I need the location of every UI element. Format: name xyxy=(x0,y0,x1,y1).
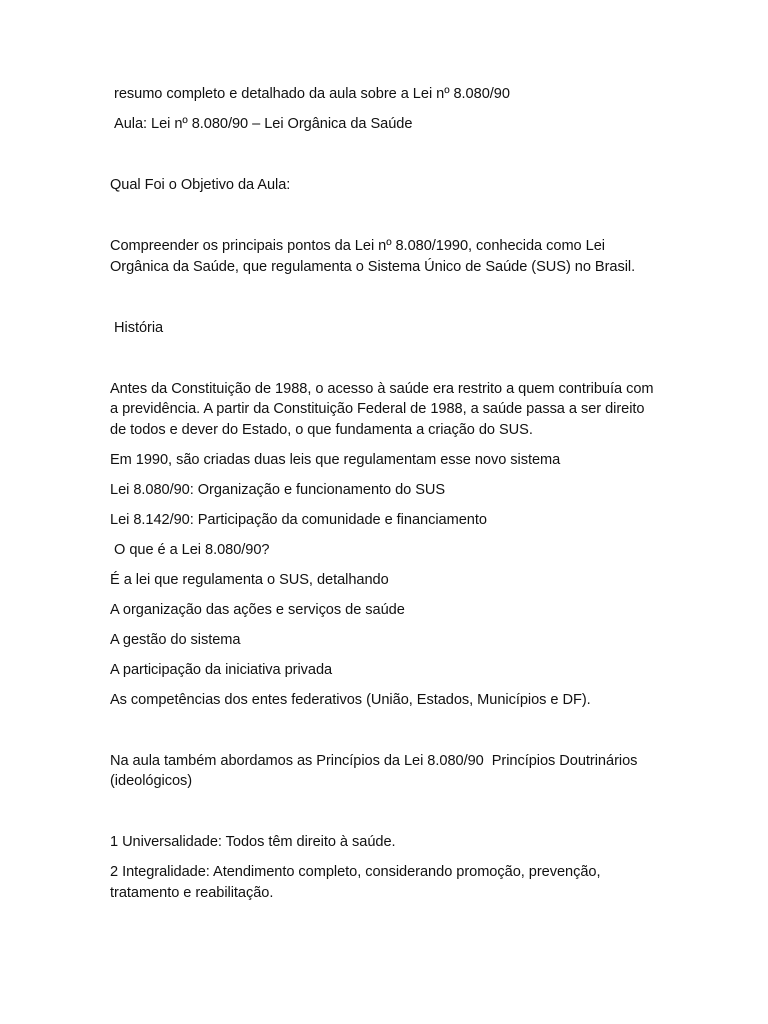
laws-intro: Em 1990, são criadas duas leis que regulamentam esse novo sistema xyxy=(110,451,561,468)
what-is-item: As competências dos entes federativos (União, Estados, Municípios e DF). xyxy=(110,691,591,708)
principle-item: 1 Universalidade: Todos têm direito à saúde. xyxy=(110,834,396,850)
objective-paragraph: Compreender os principais pontos da Lei nº 8.080/1990, conhecida como Lei Orgânica da Saúde, que regulamenta o Sistema Único de Saúde (SUS) no Brasil. xyxy=(110,238,636,275)
law-8080-item: Lei 8.080/90: Organização e funcionamento do SUS xyxy=(110,481,446,498)
law-8142-item: Lei 8.142/90: Participação da comunidade e financiamento xyxy=(110,511,487,528)
what-is-heading: O que é a Lei 8.080/90? xyxy=(110,541,270,558)
history-heading: História xyxy=(110,319,164,336)
document-body xyxy=(110,84,658,903)
lesson-subtitle: Aula: Lei nº 8.080/90 – Lei Orgânica da Saúde xyxy=(110,116,413,132)
objective-heading: Qual Foi o Objetivo da Aula: xyxy=(110,177,291,193)
what-is-item: A participação da iniciativa privada xyxy=(110,661,333,678)
principle-item: 2 Integralidade: Atendimento completo, considerando promoção, prevenção, tratamento e reabilitação. xyxy=(110,864,605,901)
principles-intro: Na aula também abordamos as Princípios da Lei 8.080/90 Princípios Doutrinários (ideológicos) xyxy=(110,752,642,789)
document-title: resumo completo e detalhado da aula sobre a Lei nº 8.080/90 xyxy=(110,86,510,102)
what-is-item: A organização das ações e serviços de saúde xyxy=(110,601,405,618)
history-paragraph: Antes da Constituição de 1988, o acesso à saúde era restrito a quem contribuía com a previdência. A partir da Constituição Federal de 1988, a saúde passa a ser direito de todos e dever do Estado, o que fundamenta a criação do SUS. xyxy=(110,380,658,438)
what-is-intro: É a lei que regulamenta o SUS, detalhando xyxy=(110,571,389,588)
what-is-item: A gestão do sistema xyxy=(110,631,241,648)
